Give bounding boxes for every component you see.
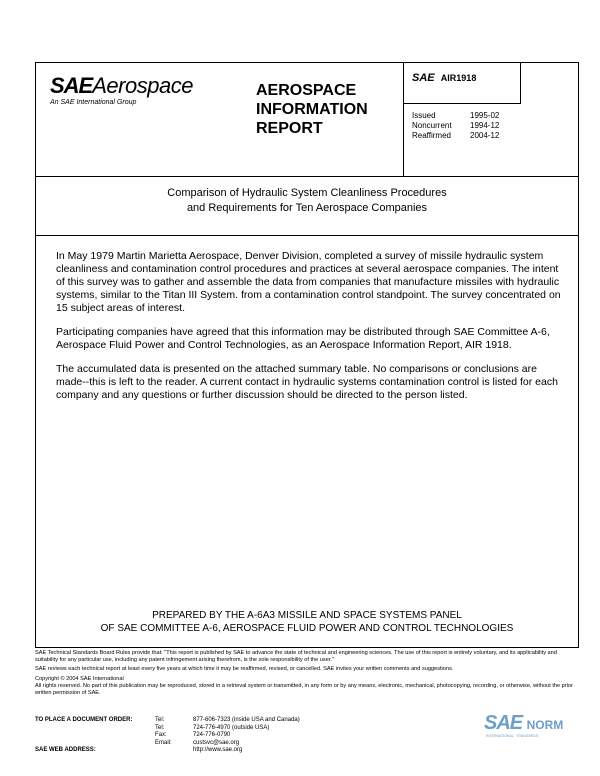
date-value: 1995-02 bbox=[470, 111, 500, 120]
document-body bbox=[56, 250, 561, 413]
contact-email[interactable]: custsvc@sae.org bbox=[193, 739, 240, 746]
order-contact-block bbox=[35, 717, 335, 755]
logo-sae-text: SAE bbox=[50, 73, 93, 98]
body-paragraph: Participating companies have agreed that this information may be distributed through SAE Committee A-6, Aerospace Fluid Power and Control Technologies, as an Aerospace Information Report, AIR 1918. bbox=[56, 326, 550, 351]
order-label: TO PLACE A DOCUMENT ORDER: bbox=[35, 717, 133, 723]
date-label: Noncurrent bbox=[412, 121, 452, 130]
contact-value: 877-606-7323 (inside USA and Canada) bbox=[193, 717, 300, 723]
document-id-cell bbox=[403, 63, 579, 176]
document-id-box bbox=[404, 63, 521, 104]
document-title-line: and Requirements for Ten Aerospace Companies bbox=[186, 202, 428, 214]
legal-footer bbox=[35, 650, 579, 699]
date-row bbox=[412, 121, 499, 131]
report-type-line: REPORT bbox=[256, 120, 323, 137]
document-title-line: Comparison of Hydraulic System Cleanliness Procedures bbox=[167, 187, 447, 199]
web-address-link[interactable]: http://www.sae.org bbox=[193, 747, 243, 753]
sae-norm-logo bbox=[484, 712, 584, 752]
footer-paragraph: Copyright © 2004 SAE International bbox=[35, 675, 124, 682]
date-label: Reaffirmed bbox=[412, 131, 451, 140]
sae-aerospace-logo bbox=[50, 73, 193, 99]
prepared-by-line: OF SAE COMMITTEE A-6, AEROSPACE FLUID POWER AND CONTROL TECHNOLOGIES bbox=[100, 623, 514, 634]
sae-mini-logo: SAE bbox=[412, 72, 435, 84]
document-header bbox=[36, 63, 578, 177]
contact-kind: Email: bbox=[155, 739, 172, 746]
date-row bbox=[412, 131, 499, 141]
logo-cell bbox=[36, 63, 226, 176]
document-frame bbox=[35, 62, 579, 648]
footer-paragraph: All rights reserved. No part of this publication may be reproduced, stored in a retrieval system or transmitted, in any form or by any means, electronic, mechanical, photocopying, recording, or otherwise, without the prior written permission of SAE. bbox=[35, 682, 573, 697]
date-value: 1994-12 bbox=[470, 121, 500, 130]
body-paragraph: In May 1979 Martin Marietta Aerospace, Denver Division, completed a survey of missile hydraulic system cleanliness and contamination control procedures and practices at several aerospace companies. The intent of this survey was to gather and assemble the data from companies that manufacture missiles with hydraulic systems, similar to the Titan III System. from a contamination control standpoint. The survey concentrated on 15 subject areas of interest. bbox=[56, 250, 561, 314]
footer-paragraph: SAE Technical Standards Board Rules provide that: "This report is published by SAE to advance the state of technical and engineering sciences. The use of this report is entirely voluntary, and its applicability and suitability for any particular use, including any patent infringement arising therefrom, is the sole responsibility of the user." bbox=[35, 650, 557, 664]
prepared-by-statement bbox=[36, 609, 578, 635]
date-value: 2004-12 bbox=[470, 131, 500, 140]
norm-logo-sae: SAE bbox=[484, 712, 523, 734]
logo-aerospace-text: Aerospace bbox=[92, 73, 193, 98]
contact-kind: Fax: bbox=[155, 732, 167, 738]
report-type-line: INFORMATION bbox=[256, 101, 368, 118]
body-paragraph: The accumulated data is presented on the attached summary table. No comparisons or conclusions are made--this is left to the reader. A current contact in hydraulic systems contamination control is listed for each company and any questions or further discussion should be directed to the person listed. bbox=[56, 363, 558, 401]
prepared-by-line: PREPARED BY THE A-6A3 MISSILE AND SPACE SYSTEMS PANEL bbox=[152, 610, 462, 621]
contact-value: 724-776-4970 (outside USA) bbox=[193, 724, 270, 731]
web-address-label: SAE WEB ADDRESS: bbox=[35, 747, 96, 753]
report-type-line: AEROSPACE bbox=[256, 82, 357, 99]
document-title bbox=[36, 186, 578, 216]
contact-kind: Tel: bbox=[155, 717, 165, 723]
norm-logo-text: NORM bbox=[526, 718, 564, 732]
norm-logo-subtitle: INTERNATIONAL · STANDARDS bbox=[486, 734, 539, 738]
date-row bbox=[412, 111, 499, 121]
date-label: Issued bbox=[412, 111, 436, 120]
footer-paragraph: SAE reviews each technical report at least every five years at which time it may be reaffirmed, revised, or cancelled. SAE invites your written comments and suggestions. bbox=[35, 666, 454, 673]
contact-value: 724-776-0790 bbox=[193, 732, 231, 738]
contact-kind: Tel: bbox=[155, 724, 165, 731]
document-dates bbox=[412, 111, 499, 141]
document-number: AIR1918 bbox=[440, 73, 477, 83]
title-divider bbox=[36, 235, 578, 236]
report-type-title bbox=[256, 81, 406, 138]
logo-subtitle: An SAE International Group bbox=[50, 99, 137, 106]
